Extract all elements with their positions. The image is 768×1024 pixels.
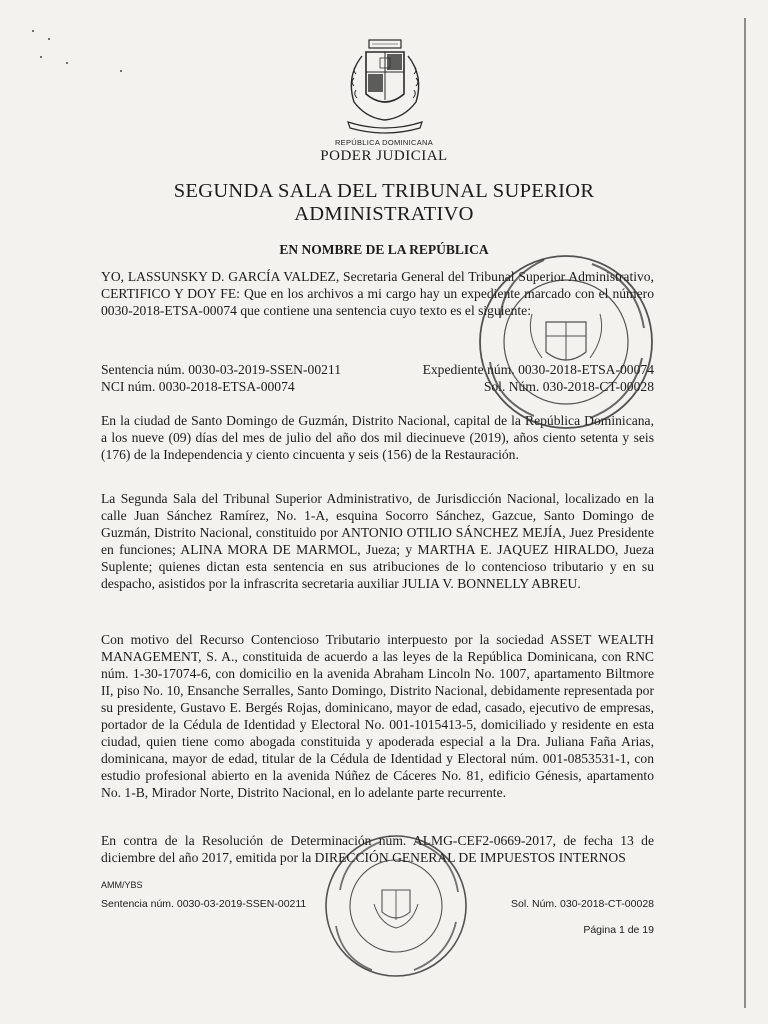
judicial-branch-label: PODER JUDICIAL xyxy=(320,148,448,164)
coat-of-arms-icon xyxy=(326,36,444,138)
paragraph-text: La Segunda Sala del Tribunal Superior Administrativo, de Jurisdicción Nacional, localizado en la calle Juan Sánchez Ramírez, No. 1-A, esquina Socorro Sánchez, Gazcue, Santo Domingo de Guzmán, Distrito Nacional, constituido por ANTONIO OTILIO SÁNCHEZ MEJÍA, Juez Presidente en funciones; ALINA MORA DE MARMOL, Jueza; y MARTHA E. JAQUEZ HIRALDO, Jueza Suplente; quienes dictan esta sentencia en sus atribuciones de lo contencioso tributario y en su despacho, asistidos por la infrascrita secretaria auxiliar JULIA V. BONNELLY ABREU. xyxy=(101,491,654,591)
paragraph-court xyxy=(101,490,654,592)
paragraph-text: En contra de la Resolución de Determinación núm. ALMG-CEF2-0669-2017, de fecha 13 de diciembre del año 2017, emitida por la DIRECCIÓN GENERAL DE IMPUESTOS INTERNOS xyxy=(101,833,654,865)
paragraph-text: En la ciudad de Santo Domingo de Guzmán, Distrito Nacional, capital de la República Dominicana, a los nueve (09) días del mes de julio del año dos mil diecinueve (2019), años ciento setenta y seis (176) de la Independencia y ciento cincuenta y seis (156) de la Restauración. xyxy=(101,413,654,462)
title-line-1: SEGUNDA SALA DEL TRIBUNAL SUPERIOR xyxy=(173,180,595,202)
paragraph-appellant xyxy=(101,631,654,801)
scan-page-edge xyxy=(744,18,746,1008)
title-line-2: ADMINISTRATIVO xyxy=(294,203,474,225)
footer-initials: AMM/YBS xyxy=(101,880,143,890)
footer-sentencia: Sentencia núm. 0030-03-2019-SSEN-00211 xyxy=(101,898,307,910)
official-seal-icon xyxy=(472,248,660,436)
nci-number: NCI núm. 0030-2018-ETSA-00074 xyxy=(101,379,295,394)
footer-sol: Sol. Núm. 030-2018-CT-00028 xyxy=(511,898,654,910)
sentencia-number: Sentencia núm. 0030-03-2019-SSEN-00211 xyxy=(101,362,342,377)
republic-label: REPÚBLICA DOMINICANA xyxy=(334,138,434,147)
in-name-heading: EN NOMBRE DE LA REPÚBLICA xyxy=(279,242,489,257)
document-title xyxy=(0,180,768,226)
paragraph-text: Con motivo del Recurso Contencioso Tributario interpuesto por la sociedad ASSET WEALTH MANAGEMENT, S. A., constituida de acuerdo a las leyes de la República Dominicana, con RNC núm. 1-30-17074-6, con domicilio en la avenida Abraham Lincoln No. 1007, apartamento Biltmore II, piso No. 10, Ensanche Serralles, Santo Domingo, Distrito Nacional, debidamente representada por su presidente, Gustavo E. Bergés Rojas, dominicano, mayor de edad, casado, ejecutivo de empresas, portador de la Cédula de Identidad y Electoral No. 001-1015413-5, domiciliado y residente en esta ciudad, quien tiene como abogada constituida y apoderada especial a la Dra. Juliana Faña Arias, dominicana, mayor de edad, titular de la Cédula de Identidad y Electoral núm. 001-0853531-1, con estudio profesional abierto en la avenida Núñez de Cáceres No. 81, edificio Génesis, apartamento No. 1-B, Mirador Norte, Distrito Nacional, en lo adelante parte recurrente. xyxy=(101,632,654,800)
expediente-number: Expediente núm. 0030-2018-ETSA-00074 xyxy=(422,362,654,377)
page-number: Página 1 de 19 xyxy=(583,924,654,936)
sol-number: Sol. Núm. 030-2018-CT-00028 xyxy=(483,379,654,394)
certification-text: YO, LASSUNSKY D. GARCÍA VALDEZ, Secretaria General del Tribunal Superior Administrativo, CERTIFICO Y DOY FE: Que en los archivos a mi cargo hay un expediente marcado con el número 0030-2018-ETSA-00074 que contiene una sentencia cuyo texto es el siguiente: xyxy=(101,269,654,318)
official-seal-icon xyxy=(320,830,472,982)
